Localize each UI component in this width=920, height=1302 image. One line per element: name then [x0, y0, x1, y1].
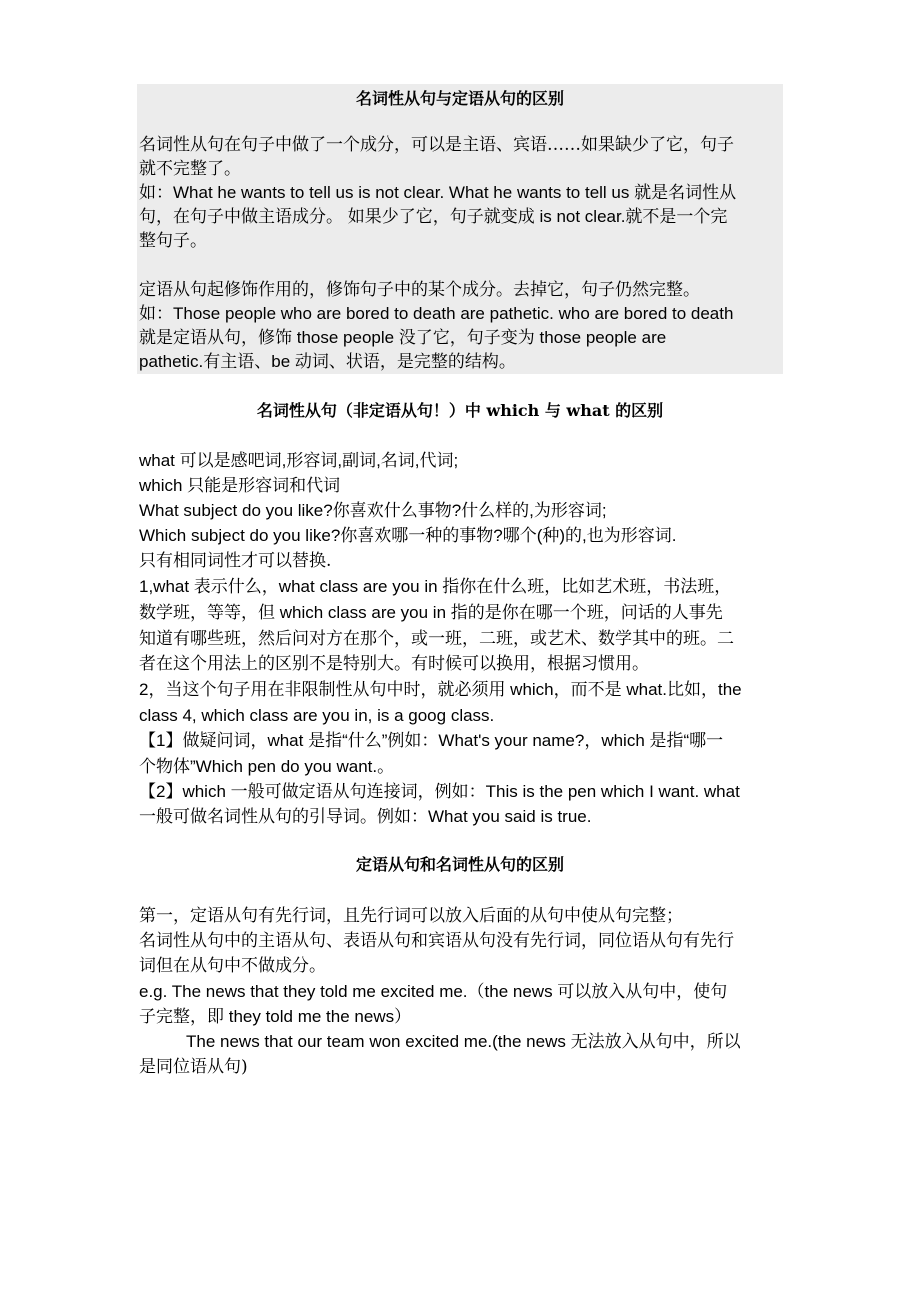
section1-line-10: pathetic.有主语、be 动词、状语，是完整的结构。 [139, 352, 516, 371]
section2-title: 名词性从句（非定语从句！）中 which 与 what 的区别 [256, 401, 664, 420]
section2-line-13: 个物体”Which pen do you want.。 [139, 757, 395, 776]
section1-title: 名词性从句与定语从句的区别 [355, 89, 564, 108]
section2-line-8: 知道有哪些班，然后问对方在那个，或一班，二班，或艺术、数学其中的班。二 [139, 629, 734, 649]
section3-line-6: The news that our team won excited me.(the news 无法放入从句中，所以 [186, 1032, 741, 1051]
section1-line-7: 定语从句起修饰作用的，修饰句子中的某个成分。去掉它，句子仍然完整。 [139, 280, 700, 300]
section3-line-2: 名词性从句中的主语从句、表语从句和宾语从句没有先行词，同位语从句有先行 [139, 931, 734, 951]
section2-line-15: 一般可做名词性从句的引导词。例如：What you said is true. [139, 807, 592, 826]
section2-line-11: class 4, which class are you in, is a goog class. [139, 706, 495, 725]
section1-line-1: 名词性从句在句子中做了一个成分，可以是主语、宾语……如果缺少了它，句子 [139, 135, 734, 155]
section2-line-4: Which subject do you like?你喜欢哪一种的事物?哪个(种)的,也为形容词. [139, 526, 677, 545]
section3-line-3: 词但在从句中不做成分。 [139, 956, 326, 976]
section3-line-5: 子完整，即 they told me the news） [139, 1007, 412, 1026]
section3-line-7: 是同位语从句) [139, 1057, 248, 1077]
section1-line-2: 就不完整了。 [139, 159, 241, 179]
section1-line-4: 句，在句子中做主语成分。 如果少了它，句子就变成 is not clear.就不是一个完 [139, 207, 728, 226]
section1-line-8: 如：Those people who are bored to death are pathetic. who are bored to death [139, 304, 734, 323]
section1-line-3: 如：What he wants to tell us is not clear. What he wants to tell us 就是名词性从 [139, 183, 737, 202]
section2-line-3: What subject do you like?你喜欢什么事物?什么样的,为形容词; [139, 501, 607, 520]
section2-line-14: 【2】which 一般可做定语从句连接词，例如：This is the pen which I want. what [139, 782, 740, 801]
section3-line-1: 第一，定语从句有先行词，且先行词可以放入后面的从句中使从句完整； [139, 906, 683, 926]
section2-line-10: 2，当这个句子用在非限制性从句中时，就必须用 which，而不是 what.比如，the [139, 680, 742, 699]
section2-line-9: 者在这个用法上的区别不是特别大。有时候可以换用，根据习惯用。 [139, 654, 649, 674]
section1-line-9: 就是定语从句，修饰 those people 没了它，句子变为 those people are [139, 328, 667, 347]
section2-line-1: what 可以是感吧词,形容词,副词,名词,代词; [139, 451, 459, 470]
section3-title: 定语从句和名词性从句的区别 [355, 855, 564, 874]
section1-line-5: 整句子。 [139, 231, 207, 251]
section2-line-2: which 只能是形容词和代词 [139, 476, 341, 495]
section3-line-4: e.g. The news that they told me excited me.（the news 可以放入从句中，使句 [139, 982, 728, 1001]
section2-line-6: 1,what 表示什么，what class are you in 指你在什么班，比如艺术班，书法班， [139, 577, 732, 596]
section2-line-7: 数学班，等等，但 which class are you in 指的是你在哪一个班，问话的人事先 [139, 603, 723, 622]
section2-line-5: 只有相同词性才可以替换. [139, 551, 332, 571]
section2-line-12: 【1】做疑问词，what 是指“什么”例如：What's your name?，which 是指“哪一 [139, 731, 724, 750]
